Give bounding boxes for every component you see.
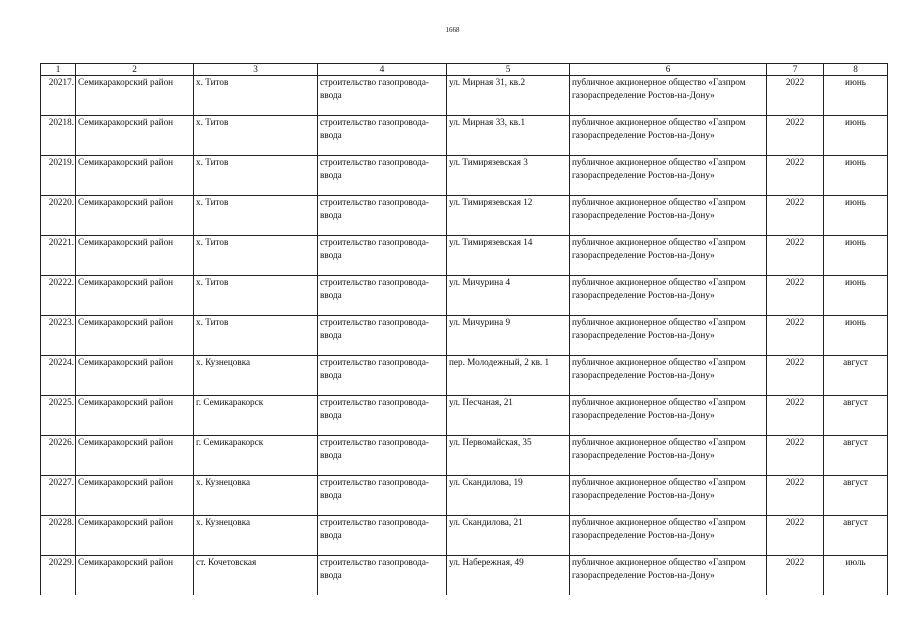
- year-cell: 2022: [767, 76, 824, 116]
- organization-cell: публичное акционерное общество «Газпром газораспределение Ростов-на-Дону»: [570, 316, 767, 356]
- row-number: 20221.: [41, 236, 76, 276]
- row-number: 20228.: [41, 516, 76, 556]
- organization-cell: публичное акционерное общество «Газпром газораспределение Ростов-на-Дону»: [570, 196, 767, 236]
- row-number: 20219.: [41, 156, 76, 196]
- work-type-cell: строительство газопровода-ввода: [318, 116, 447, 156]
- address-cell: ул. Мичурина 9: [447, 316, 570, 356]
- row-number: 20225.: [41, 396, 76, 436]
- month-cell: июнь: [824, 276, 888, 316]
- year-cell: 2022: [767, 516, 824, 556]
- district-cell: Семикаракорский район: [76, 436, 194, 476]
- year-cell: 2022: [767, 236, 824, 276]
- column-header: 3: [194, 64, 318, 76]
- year-cell: 2022: [767, 556, 824, 596]
- work-type-cell: строительство газопровода-ввода: [318, 436, 447, 476]
- locality-cell: г. Семикаракорск: [194, 436, 318, 476]
- work-type-cell: строительство газопровода-ввода: [318, 516, 447, 556]
- month-cell: август: [824, 396, 888, 436]
- row-number: 20217.: [41, 76, 76, 116]
- district-cell: Семикаракорский район: [76, 316, 194, 356]
- address-cell: ул. Тимирязевская 14: [447, 236, 570, 276]
- locality-cell: х. Титов: [194, 156, 318, 196]
- year-cell: 2022: [767, 116, 824, 156]
- works-table: [40, 63, 888, 595]
- district-cell: Семикаракорский район: [76, 556, 194, 596]
- address-cell: ул. Тимирязевская 3: [447, 156, 570, 196]
- year-cell: 2022: [767, 436, 824, 476]
- month-cell: июль: [824, 556, 888, 596]
- organization-cell: публичное акционерное общество «Газпром газораспределение Ростов-на-Дону»: [570, 116, 767, 156]
- row-number: 20227.: [41, 476, 76, 516]
- column-header: 7: [767, 64, 824, 76]
- district-cell: Семикаракорский район: [76, 356, 194, 396]
- work-type-cell: строительство газопровода-ввода: [318, 76, 447, 116]
- month-cell: август: [824, 356, 888, 396]
- column-header: 6: [570, 64, 767, 76]
- organization-cell: публичное акционерное общество «Газпром газораспределение Ростов-на-Дону»: [570, 76, 767, 116]
- column-header: 5: [447, 64, 570, 76]
- column-header: 2: [76, 64, 194, 76]
- table-row: [41, 556, 888, 596]
- district-cell: Семикаракорский район: [76, 156, 194, 196]
- table-row: [41, 436, 888, 476]
- district-cell: Семикаракорский район: [76, 196, 194, 236]
- work-type-cell: строительство газопровода-ввода: [318, 236, 447, 276]
- organization-cell: публичное акционерное общество «Газпром газораспределение Ростов-на-Дону»: [570, 276, 767, 316]
- locality-cell: х. Титов: [194, 236, 318, 276]
- locality-cell: х. Титов: [194, 116, 318, 156]
- year-cell: 2022: [767, 196, 824, 236]
- table-row: [41, 476, 888, 516]
- locality-cell: х. Титов: [194, 196, 318, 236]
- organization-cell: публичное акционерное общество «Газпром газораспределение Ростов-на-Дону»: [570, 436, 767, 476]
- address-cell: ул. Набережная, 49: [447, 556, 570, 596]
- work-type-cell: строительство газопровода-ввода: [318, 356, 447, 396]
- month-cell: август: [824, 476, 888, 516]
- table-row: [41, 316, 888, 356]
- address-cell: ул. Тимирязевская 12: [447, 196, 570, 236]
- year-cell: 2022: [767, 276, 824, 316]
- locality-cell: г. Семикаракорск: [194, 396, 318, 436]
- locality-cell: х. Кузнецовка: [194, 476, 318, 516]
- address-cell: ул. Мирная 33, кв.1: [447, 116, 570, 156]
- district-cell: Семикаракорский район: [76, 516, 194, 556]
- year-cell: 2022: [767, 476, 824, 516]
- year-cell: 2022: [767, 156, 824, 196]
- month-cell: июнь: [824, 316, 888, 356]
- address-cell: ул. Песчаная, 21: [447, 396, 570, 436]
- locality-cell: ст. Кочетовская: [194, 556, 318, 596]
- locality-cell: х. Титов: [194, 316, 318, 356]
- table-row: [41, 356, 888, 396]
- address-cell: пер. Молодежный, 2 кв. 1: [447, 356, 570, 396]
- address-cell: ул. Первомайская, 35: [447, 436, 570, 476]
- table-row: [41, 76, 888, 116]
- address-cell: ул. Скандилова, 21: [447, 516, 570, 556]
- work-type-cell: строительство газопровода-ввода: [318, 476, 447, 516]
- row-number: 20222.: [41, 276, 76, 316]
- table-row: [41, 276, 888, 316]
- year-cell: 2022: [767, 356, 824, 396]
- year-cell: 2022: [767, 396, 824, 436]
- work-type-cell: строительство газопровода-ввода: [318, 316, 447, 356]
- organization-cell: публичное акционерное общество «Газпром газораспределение Ростов-на-Дону»: [570, 356, 767, 396]
- work-type-cell: строительство газопровода-ввода: [318, 156, 447, 196]
- month-cell: июнь: [824, 116, 888, 156]
- column-header: 1: [41, 64, 76, 76]
- organization-cell: публичное акционерное общество «Газпром газораспределение Ростов-на-Дону»: [570, 236, 767, 276]
- month-cell: август: [824, 436, 888, 476]
- table-row: [41, 196, 888, 236]
- table-row: [41, 116, 888, 156]
- organization-cell: публичное акционерное общество «Газпром газораспределение Ростов-на-Дону»: [570, 476, 767, 516]
- column-header: 8: [824, 64, 888, 76]
- organization-cell: публичное акционерное общество «Газпром газораспределение Ростов-на-Дону»: [570, 156, 767, 196]
- district-cell: Семикаракорский район: [76, 476, 194, 516]
- address-cell: ул. Мичурина 4: [447, 276, 570, 316]
- address-cell: ул. Скандилова, 19: [447, 476, 570, 516]
- district-cell: Семикаракорский район: [76, 116, 194, 156]
- district-cell: Семикаракорский район: [76, 276, 194, 316]
- row-number: 20226.: [41, 436, 76, 476]
- address-cell: ул. Мирная 31, кв.2: [447, 76, 570, 116]
- organization-cell: публичное акционерное общество «Газпром газораспределение Ростов-на-Дону»: [570, 556, 767, 596]
- work-type-cell: строительство газопровода-ввода: [318, 396, 447, 436]
- year-cell: 2022: [767, 316, 824, 356]
- row-number: 20229.: [41, 556, 76, 596]
- column-header: 4: [318, 64, 447, 76]
- table-row: [41, 156, 888, 196]
- month-cell: июнь: [824, 156, 888, 196]
- locality-cell: х. Титов: [194, 76, 318, 116]
- organization-cell: публичное акционерное общество «Газпром газораспределение Ростов-на-Дону»: [570, 516, 767, 556]
- work-type-cell: строительство газопровода-ввода: [318, 196, 447, 236]
- row-number: 20218.: [41, 116, 76, 156]
- table-row: [41, 236, 888, 276]
- work-type-cell: строительство газопровода-ввода: [318, 276, 447, 316]
- row-number: 20224.: [41, 356, 76, 396]
- month-cell: июнь: [824, 236, 888, 276]
- locality-cell: х. Кузнецовка: [194, 356, 318, 396]
- district-cell: Семикаракорский район: [76, 236, 194, 276]
- work-type-cell: строительство газопровода-ввода: [318, 556, 447, 596]
- month-cell: июнь: [824, 76, 888, 116]
- row-number: 20223.: [41, 316, 76, 356]
- district-cell: Семикаракорский район: [76, 396, 194, 436]
- header-row: [41, 64, 888, 76]
- locality-cell: х. Титов: [194, 276, 318, 316]
- page-number: 1668: [445, 26, 460, 34]
- table-row: [41, 396, 888, 436]
- row-number: 20220.: [41, 196, 76, 236]
- locality-cell: х. Кузнецовка: [194, 516, 318, 556]
- organization-cell: публичное акционерное общество «Газпром газораспределение Ростов-на-Дону»: [570, 396, 767, 436]
- table-row: [41, 516, 888, 556]
- month-cell: июнь: [824, 196, 888, 236]
- month-cell: август: [824, 516, 888, 556]
- district-cell: Семикаракорский район: [76, 76, 194, 116]
